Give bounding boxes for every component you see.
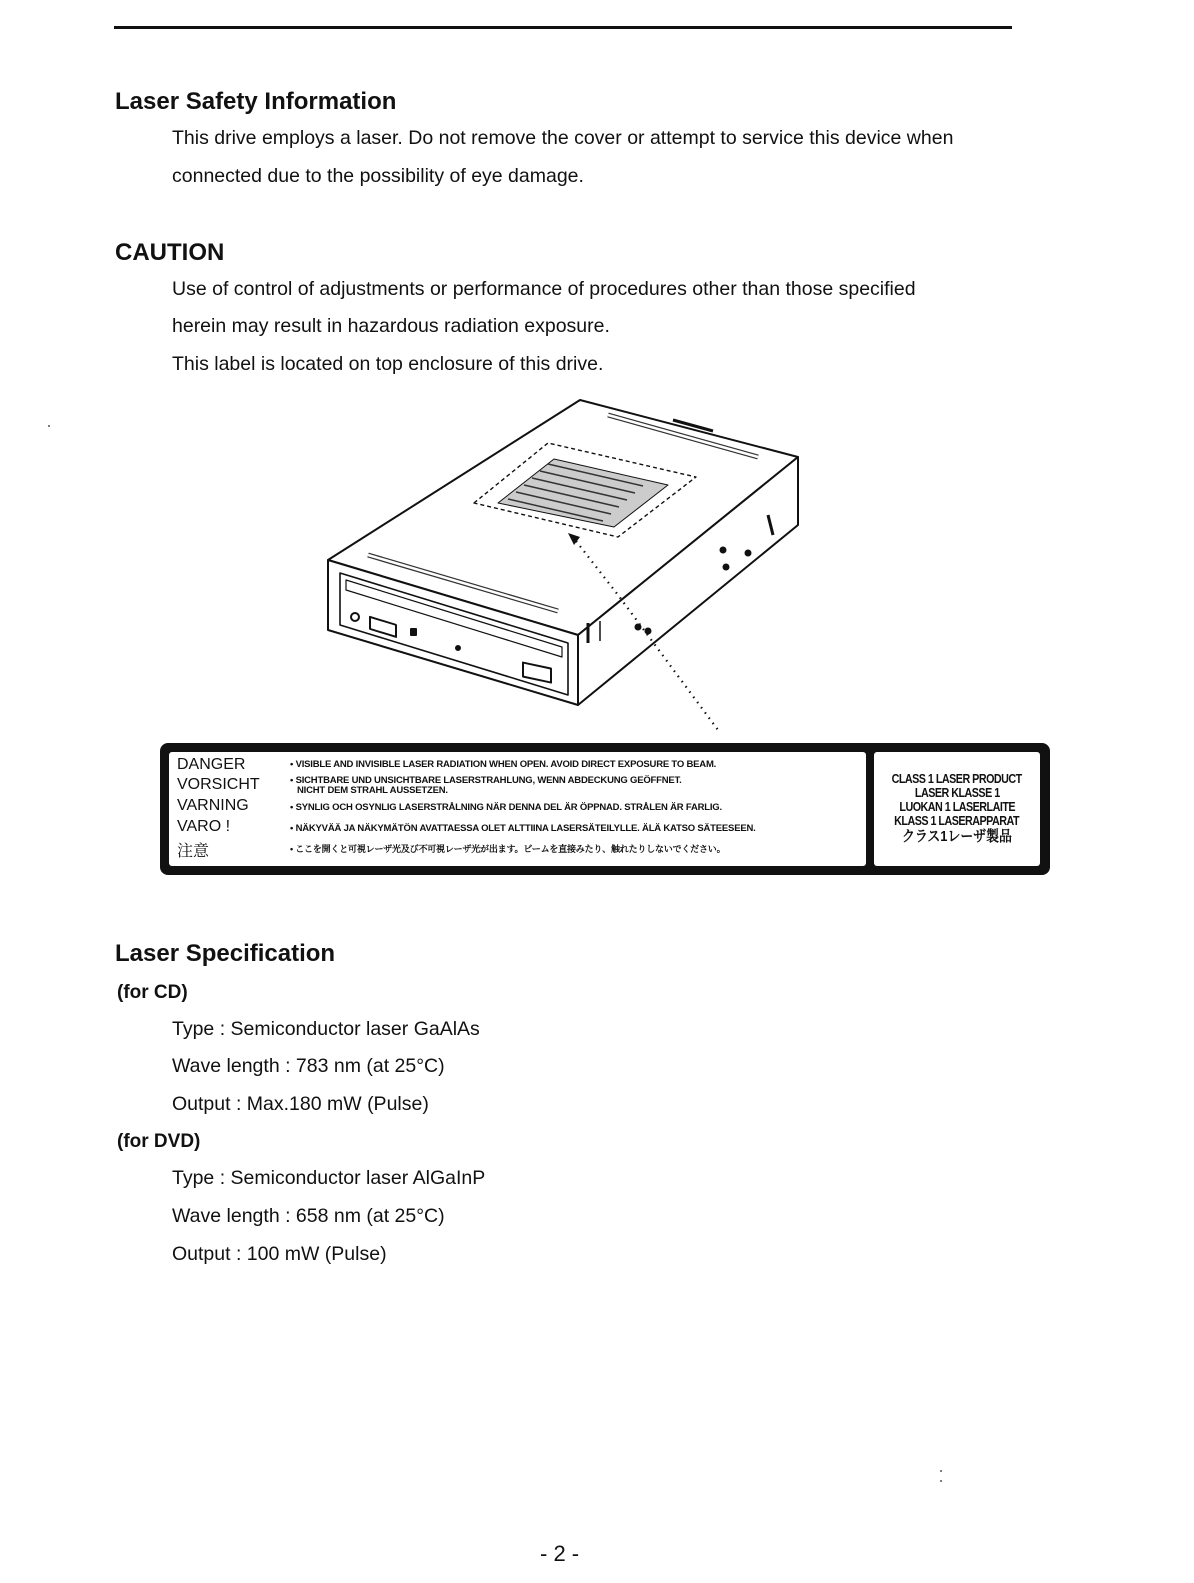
class-1-panel (874, 752, 1040, 866)
warning-lang: VARNING (177, 797, 249, 814)
warning-lang: VARO ! (177, 818, 231, 835)
scan-speck (940, 1470, 942, 1472)
page-number: - 2 - (540, 1541, 580, 1566)
top-rule (114, 26, 1012, 29)
laser-safety-line-1: This drive employs a laser. Do not remove the cover or attempt to service this device when (172, 127, 954, 149)
laser-warning-label (160, 743, 1050, 875)
for-cd-label: (for CD) (117, 982, 188, 1003)
caution-line-3: This label is located on top enclosure of this drive. (172, 353, 604, 375)
for-dvd-label: (for DVD) (117, 1131, 201, 1152)
cd-type: Type : Semiconductor laser GaAlAs (172, 1018, 480, 1040)
cd-output: Output : Max.180 mW (Pulse) (172, 1093, 429, 1115)
scan-speck (940, 1480, 942, 1482)
warning-text: • ここを開くと可視レーザ光及び不可視レーザ光が出ます。ビームを直接みたり、触れたりしないでください。 (290, 844, 726, 854)
caution-line-2: herein may result in hazardous radiation exposure. (172, 315, 610, 337)
class-line: LUOKAN 1 LASERLAITE (899, 800, 1015, 814)
dvd-wave-length: Wave length : 658 nm (at 25°C) (172, 1205, 445, 1227)
caution-line-1: Use of control of adjustments or performance of procedures other than those specified (172, 278, 916, 300)
scan-speck (48, 425, 50, 427)
laser-spec-heading: Laser Specification (115, 940, 336, 967)
warning-lang: 注意 (177, 843, 210, 860)
class-line: CLASS 1 LASER PRODUCT (891, 772, 1023, 786)
warning-text: • NÄKYVÄÄ JA NÄKYMÄTÖN AVATTAESSA OLET ALTTIINA LASERSÄTEILYLLE. ÄLÄ KATSO SÄTEESEEN. (290, 823, 756, 834)
warning-lang: VORSICHT (177, 776, 260, 793)
warning-text: • VISIBLE AND INVISIBLE LASER RADIATION WHEN OPEN. AVOID DIRECT EXPOSURE TO BEAM. (290, 759, 717, 770)
dvd-type: Type : Semiconductor laser AlGaInP (172, 1167, 486, 1189)
caution-heading: CAUTION (115, 239, 225, 266)
class-line: クラス1レーザ製品 (902, 828, 1012, 845)
warning-text-panel (169, 752, 866, 866)
laser-safety-heading: Laser Safety Information (115, 88, 397, 115)
warning-text-cont: NICHT DEM STRAHL AUSSETZEN. (297, 785, 448, 796)
dvd-output: Output : 100 mW (Pulse) (172, 1243, 387, 1265)
optical-drive-illustration (318, 395, 808, 740)
class-line: LASER KLASSE 1 (914, 786, 1000, 800)
laser-safety-line-2: connected due to the possibility of eye damage. (172, 165, 584, 187)
warning-text: • SICHTBARE UND UNSICHTBARE LASERSTRAHLUNG, WENN ABDECKUNG GEÖFFNET. (290, 775, 682, 786)
cd-wave-length: Wave length : 783 nm (at 25°C) (172, 1055, 445, 1077)
warning-lang: DANGER (177, 756, 246, 773)
warning-text: • SYNLIG OCH OSYNLIG LASERSTRÅLNING NÄR DENNA DEL ÄR ÖPPNAD. STRÅLEN ÄR FARLIG. (290, 802, 722, 813)
class-line: KLASS 1 LASERAPPARAT (894, 814, 1020, 828)
